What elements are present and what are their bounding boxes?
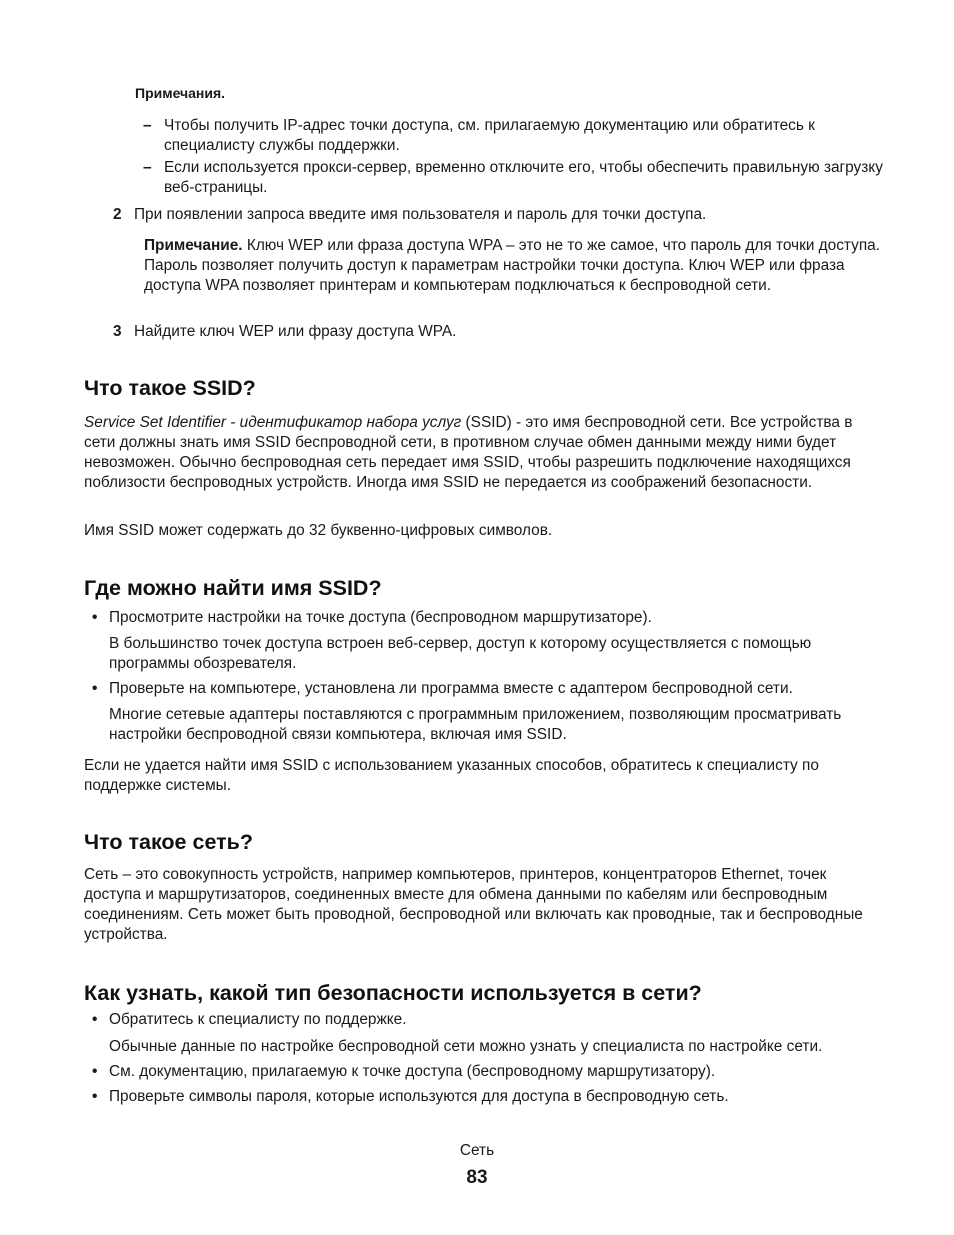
bullet-icon: •: [92, 1011, 98, 1028]
ssid-term: Service Set Identifier - идентификатор набора услуг: [84, 414, 462, 431]
find-ssid-closing: Если не удается найти имя SSID с использованием указанных способов, обратитесь к специалисту по поддержке системы.: [84, 757, 819, 794]
step-note-text: Ключ WEP или фраза доступа WPA – это не то же самое, что пароль для точки доступа. Пароль позволяет получить доступ к параметрам настройки точки доступа. Ключ WEP или фраза доступа WPA позволяет принтерам и компьютерам подключаться к беспроводной сети.: [144, 237, 881, 294]
network-paragraph: Сеть – это совокупность устройств, например компьютеров, принтеров, концентраторов Ethernet, точек доступа и маршрутизаторов, соединенных вместе для обмена данными по кабелям или беспроводным соединениям. Сеть может быть проводной, беспроводной или включать как проводные, так и беспроводные устройства.: [84, 866, 863, 943]
list-item: [92, 1087, 884, 1107]
list-item: [92, 608, 884, 628]
list-item: [92, 1062, 884, 1082]
list-item-detail: В большинство точек доступа встроен веб-сервер, доступ к которому осуществляется с помощью программы обозревателя.: [109, 635, 812, 672]
page-number: 83: [466, 1167, 488, 1188]
dash-icon: –: [143, 117, 152, 134]
step-note: [144, 236, 884, 296]
note-item-text: Чтобы получить IP-адрес точки доступа, см. прилагаемую документацию или обратитесь к специалисту службы поддержки.: [164, 117, 815, 154]
notes-title: Примечания.: [135, 85, 226, 101]
bullet-icon: •: [92, 609, 98, 626]
list-item-text: Проверьте на компьютере, установлена ли программа вместе с адаптером беспроводной сети.: [109, 680, 793, 697]
list-item: [92, 1010, 884, 1030]
bullet-icon: •: [92, 1063, 98, 1080]
list-item-text: См. документацию, прилагаемую к точке доступа (беспроводному маршрутизатору).: [109, 1063, 716, 1080]
step-item: [113, 205, 883, 225]
step-number: 3: [113, 323, 122, 340]
step-text: При появлении запроса введите имя пользователя и пароль для точки доступа.: [134, 206, 707, 223]
step-number: 2: [113, 206, 122, 223]
ssid-paragraph: [84, 413, 884, 493]
list-item: [92, 679, 884, 699]
bullet-icon: •: [92, 1088, 98, 1105]
step-note-label: Примечание.: [144, 237, 243, 254]
note-item-text: Если используется прокси-сервер, временно отключите его, чтобы обеспечить правильную загрузку веб-страницы.: [164, 159, 883, 196]
footer-section-label: Сеть: [459, 1142, 495, 1159]
list-item-text: Обратитесь к специалисту по поддержке.: [109, 1011, 407, 1028]
note-item: [143, 116, 883, 156]
step-text: Найдите ключ WEP или фразу доступа WPA.: [134, 323, 457, 340]
ssid-length-paragraph: Имя SSID может содержать до 32 буквенно-цифровых символов.: [84, 522, 553, 539]
section-heading-find-ssid: Где можно найти имя SSID?: [84, 576, 382, 600]
list-item-text: Просмотрите настройки на точке доступа (беспроводном маршрутизаторе).: [109, 609, 652, 626]
section-heading-network: Что такое сеть?: [84, 830, 253, 854]
step-item: [113, 322, 883, 342]
list-item-detail: Обычные данные по настройке беспроводной сети можно узнать у специалиста по настройке сети.: [109, 1038, 823, 1055]
list-item-detail: Многие сетевые адаптеры поставляются с программным приложением, позволяющим просматривать настройки беспроводной связи компьютера, включая имя SSID.: [109, 706, 842, 743]
ssid-paragraph-text: (SSID) - это имя беспроводной сети. Все устройства в сети должны знать имя SSID беспроводной сети, в противном случае обмен данными между ними будет невозможен. Обычно беспроводная сеть передает имя SSID, чтобы разрешить подключение находящихся поблизости беспроводных устройств. Иногда имя SSID не передается из соображений безопасности.: [84, 414, 853, 491]
bullet-icon: •: [92, 680, 98, 697]
section-heading-ssid: Что такое SSID?: [84, 376, 256, 400]
section-heading-security: Как узнать, какой тип безопасности используется в сети?: [84, 981, 702, 1005]
list-item-text: Проверьте символы пароля, которые используются для доступа в беспроводную сеть.: [109, 1088, 729, 1105]
dash-icon: –: [143, 159, 152, 176]
note-item: [143, 158, 883, 198]
